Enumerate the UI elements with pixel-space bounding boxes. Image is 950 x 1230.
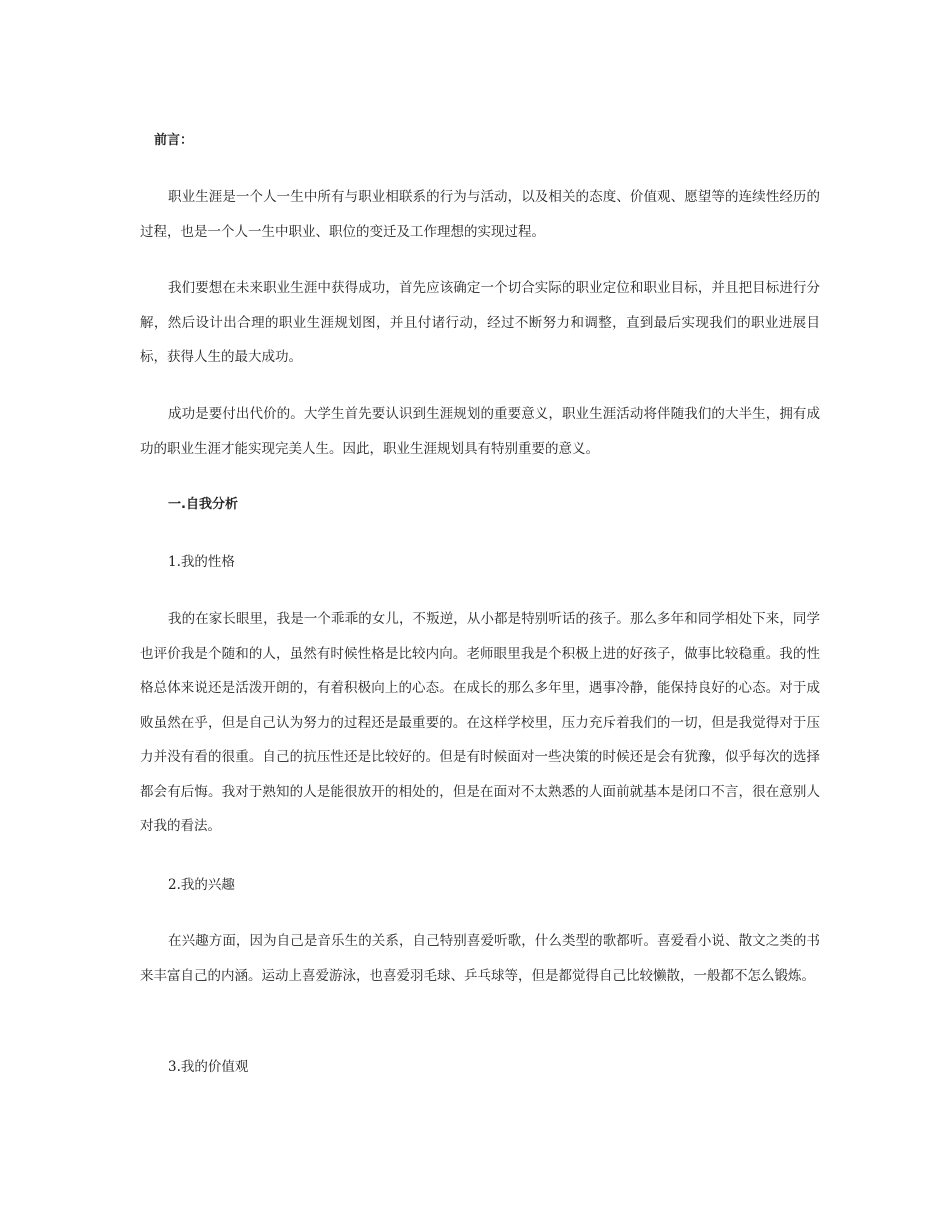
subheading-interests: 2.我的兴趣 <box>168 877 235 893</box>
preface-title: 前言： <box>154 133 194 148</box>
paragraph-career-definition: 职业生涯是一个人一生中所有与职业相联系的行为与活动，以及相关的态度、价值观、愿望等的连续性经历的过程，也是一个人一生中职业、职位的变迁及工作理想的实现过程。 <box>140 189 820 240</box>
paragraph-personality: 我的在家长眼里，我是一个乖乖的女儿，不叛逆，从小都是特别听话的孩子。那么多年和同学相处下来，同学也评价我是个随和的人，虽然有时候性格是比较内向。老师眼里我是个积极上进的好孩子，做事比较稳重。我的性格总体来说还是活泼开朗的，有着积极向上的心态。在成长的那么多年里，遇事冷静，能保持良好的心态。对于成败虽然在乎，但是自己认为努力的过程还是最重要的。在这样学校里，压力充斥着我们的一切，但是我觉得对于压力并没有看的很重。自己的抗压性还是比较好的。但是有时候面对一些决策的时候还是会有犹豫，似乎每次的选择都会有后悔。我对于熟知的人是能很放开的相处的，但是在面对不太熟悉的人面前就基本是闭口不言，很在意别人对我的看法。 <box>140 611 820 834</box>
subheading-values: 3.我的价值观 <box>168 1059 249 1075</box>
paragraph-interests: 在兴趣方面，因为自己是音乐生的关系，自己特别喜爱听歌，什么类型的歌都听。喜爱看小说、散文之类的书来丰富自己的内涵。运动上喜爱游泳，也喜爱羽毛球、乒乓球等，但是都觉得自己比较懒散，一般都不怎么锻炼。 <box>140 933 820 984</box>
subheading-personality: 1.我的性格 <box>168 554 235 570</box>
paragraph-career-success: 我们要想在未来职业生涯中获得成功，首先应该确定一个切合实际的职业定位和职业目标，并且把目标进行分解，然后设计出合理的职业生涯规划图，并且付诸行动，经过不断努力和调整，直到最后实现我们的职业进展目标，获得人生的最大成功。 <box>140 280 820 365</box>
paragraph-career-importance: 成功是要付出代价的。大学生首先要认识到生涯规划的重要意义，职业生涯活动将伴随我们的大半生，拥有成功的职业生涯才能实现完美人生。因此，职业生涯规划具有特别重要的意义。 <box>140 406 820 457</box>
section-heading-self-analysis: 一.自我分析 <box>168 497 238 512</box>
